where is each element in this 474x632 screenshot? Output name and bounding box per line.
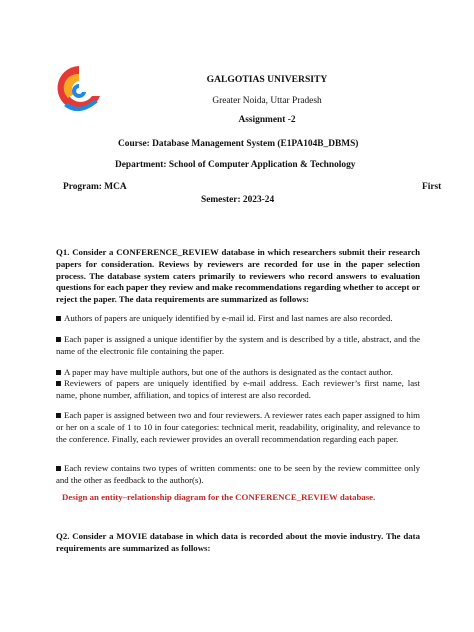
program-first: First: [422, 182, 442, 192]
bullet-square-icon: [56, 316, 61, 321]
question-2-intro: Q2. Consider a MOVIE database in which data is recorded about the movie industry. The data requirements are summarized as follows:: [56, 531, 420, 553]
bullet-text: Reviewers of papers are uniquely identified by e-mail address. Each reviewer’s first name, last name, phone number, affiliation, and topics of interest are also recorded.: [56, 378, 420, 400]
course-line: Course: Database Management System (E1PA104B_DBMS): [118, 139, 359, 149]
bullet-square-icon: [56, 466, 61, 471]
question-1-bullet: [56, 463, 420, 487]
question-1-intro: Q1. Consider a CONFERENCE_REVIEW database in which researchers submit their research papers for consideration. Reviews by reviewers are recorded for use in the paper selection process. The database system caters primarily to reviewers who record answers to evaluation questions for each paper they review and make recommendations regarding whether to accept or reject the paper. The data requirements are summarized as follows:: [56, 247, 420, 305]
question-1-bullet: [56, 410, 420, 445]
program-line: Program: MCA: [63, 182, 127, 192]
question-1-task: Design an entity–relationship diagram for the CONFERENCE_REVIEW database.: [62, 492, 376, 502]
question-1-bullet: [56, 378, 420, 402]
university-location: Greater Noida, Uttar Pradesh: [212, 96, 322, 106]
bullet-square-icon: [56, 370, 61, 375]
department-line: Department: School of Computer Application & Technology: [115, 160, 356, 170]
assignment-title: Assignment -2: [238, 115, 296, 125]
bullet-square-icon: [56, 337, 61, 342]
semester-line: Semester: 2023-24: [201, 195, 275, 205]
bullet-square-icon: [56, 413, 61, 418]
bullet-text: Authors of papers are uniquely identified by e-mail id. First and last names are also recorded.: [64, 313, 393, 323]
question-1-bullet: [56, 334, 420, 358]
university-name: GALGOTIAS UNIVERSITY: [206, 74, 328, 85]
bullet-text: A paper may have multiple authors, but one of the authors is designated as the contact author.: [64, 367, 393, 377]
university-logo-icon: [54, 62, 104, 118]
bullet-text: Each paper is assigned between two and four reviewers. A reviewer rates each paper assigned to him or her on a scale of 1 to 10 in four categories: technical merit, readability, originality, and relevance to the conference. Finally, each reviewer provides an overall recommendation regarding each paper.: [56, 410, 420, 444]
bullet-text: Each paper is assigned a unique identifier by the system and is described by a title, abstract, and the name of the electronic file containing the paper.: [56, 334, 420, 356]
bullet-square-icon: [56, 381, 61, 386]
bullet-text: Each review contains two types of written comments: one to be seen by the review committee only and the other as feedback to the author(s).: [56, 463, 420, 485]
question-1-bullet: [56, 313, 420, 325]
